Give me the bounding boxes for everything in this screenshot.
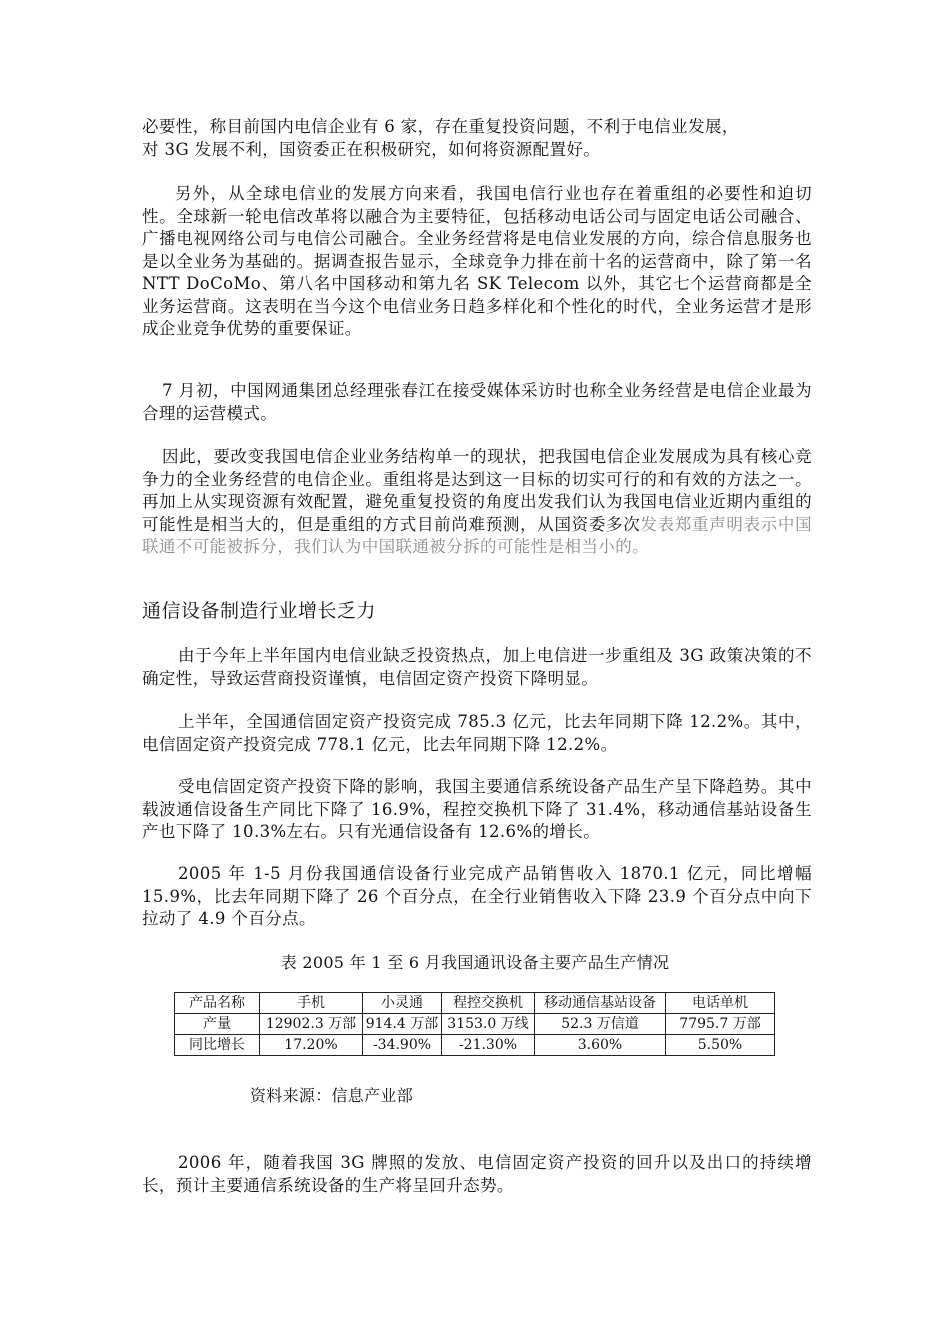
paragraph-global-trend: 另外，从全球电信业的发展方向来看，我国电信行业也存在着重组的必要性和迫切性。全球新一轮电信改革将以融合为主要特征，包括移动电话公司与固定电话公司融合、广播电视网络公司与电信公司融合。全业务经营将是电信业发展的方向，综合信息服务也是以全业务为基础的。据调查报告显示，全球竞争力排在前十名的运营商中，除了第一名 NTT DoCoMo、第八名中国移动和第九名 SK Telecom 以外，其它七个运营商都是全业务运营商。这表明在当今这个电信业务日趋多样化和个性化的时代，全业务运营才是形成企业竞争优势的重要保证。 bbox=[142, 184, 812, 338]
paragraph-sales-revenue: 2005 年 1-5 月份我国通信设备行业完成产品销售收入 1870.1 亿元，同比增幅 15.9%，比去年同期下降了 26 个百分点，在全行业销售收入下降 23.9 个百分点中向下拉动了 4.9 个百分点。 bbox=[142, 864, 812, 928]
table-header-cell: 电话单机 bbox=[666, 993, 775, 1014]
table-header-cell: 移动通信基站设备 bbox=[535, 993, 666, 1014]
table-header-cell: 产品名称 bbox=[175, 993, 260, 1014]
table-cell: 914.4 万部 bbox=[363, 1014, 442, 1035]
paragraph-first-half: 上半年，全国通信固定资产投资完成 785.3 亿元，比去年同期下降 12.2%。其中，电信固定资产投资完成 778.1 亿元，比去年同期下降 12.2%。 bbox=[142, 712, 812, 754]
table-cell: 5.50% bbox=[666, 1035, 775, 1056]
production-table bbox=[174, 992, 775, 1056]
table-header-cell: 手机 bbox=[260, 993, 363, 1014]
table-cell: 52.3 万信道 bbox=[535, 1014, 666, 1035]
table-cell: -21.30% bbox=[442, 1035, 535, 1056]
table-cell: 3.60% bbox=[535, 1035, 666, 1056]
table-cell: 17.20% bbox=[260, 1035, 363, 1056]
paragraph-continuation bbox=[142, 116, 812, 161]
table-row bbox=[175, 1014, 775, 1035]
paragraph-outlook-2006: 2006 年，随着我国 3G 牌照的发放、电信固定资产投资的回升以及出口的持续增长，预计主要通信系统设备的生产将呈回升态势。 bbox=[142, 1153, 812, 1195]
paragraph-text: 因此，要改变我国电信企业业务结构单一的现状，把我国电信企业发展成为具有核心竞争力的全业务经营的电信企业。重组将是达到这一目标的切实可行的和有效的方法之一。再加上从实现资源有效配置，避免重复投资的角度出发我们认为我国电信业近期内重组的可能性是相当大的，但是重组的方式目前尚难预测，从国资委多次 bbox=[142, 447, 812, 534]
paragraph-gray-text: 发表郑重声明表示中国联通不可能被拆分，我们认为中国联通被分拆的可能性是相当小的。 bbox=[142, 514, 813, 556]
table-row bbox=[175, 1035, 775, 1056]
section-heading: 通信设备制造行业增长乏力 bbox=[142, 600, 377, 622]
table-cell: 7795.7 万部 bbox=[666, 1014, 775, 1035]
paragraph-china-netcom: 7 月初，中国网通集团总经理张春江在接受媒体采访时也称全业务经营是电信企业最为合理的运营模式。 bbox=[142, 381, 812, 423]
paragraph-conclusion bbox=[142, 446, 812, 559]
table-cell: 同比增长 bbox=[175, 1035, 260, 1056]
table-cell: 3153.0 万线 bbox=[442, 1014, 535, 1035]
table-source-note: 资料来源：信息产业部 bbox=[250, 1086, 414, 1105]
table-cell: -34.90% bbox=[363, 1035, 442, 1056]
table-header-cell: 程控交换机 bbox=[442, 993, 535, 1014]
paragraph-equipment-decline: 受电信固定资产投资下降的影响，我国主要通信系统设备产品生产呈下降趋势。其中载波通信设备生产同比下降了 16.9%，程控交换机下降了 31.4%，移动通信基站设备生产也下降了 10.3%左右。只有光通信设备有 12.6%的增长。 bbox=[142, 777, 812, 841]
paragraph-line: 必要性，称目前国内电信企业有 6 家，存在重复投资问题，不利于电信业发展， bbox=[142, 117, 739, 136]
table-cell: 12902.3 万部 bbox=[260, 1014, 363, 1035]
table-cell: 产量 bbox=[175, 1014, 260, 1035]
paragraph-investment-decline: 由于今年上半年国内电信业缺乏投资热点，加上电信进一步重组及 3G 政策决策的不确定性，导致运营商投资谨慎，电信固定资产投资下降明显。 bbox=[142, 646, 812, 688]
table-header-row bbox=[175, 993, 775, 1014]
table-caption: 表 2005 年 1 至 6 月我国通讯设备主要产品生产情况 bbox=[280, 953, 670, 972]
paragraph-line: 对 3G 发展不利，国资委正在积极研究，如何将资源配置好。 bbox=[142, 139, 601, 159]
table-header-cell: 小灵通 bbox=[363, 993, 442, 1014]
